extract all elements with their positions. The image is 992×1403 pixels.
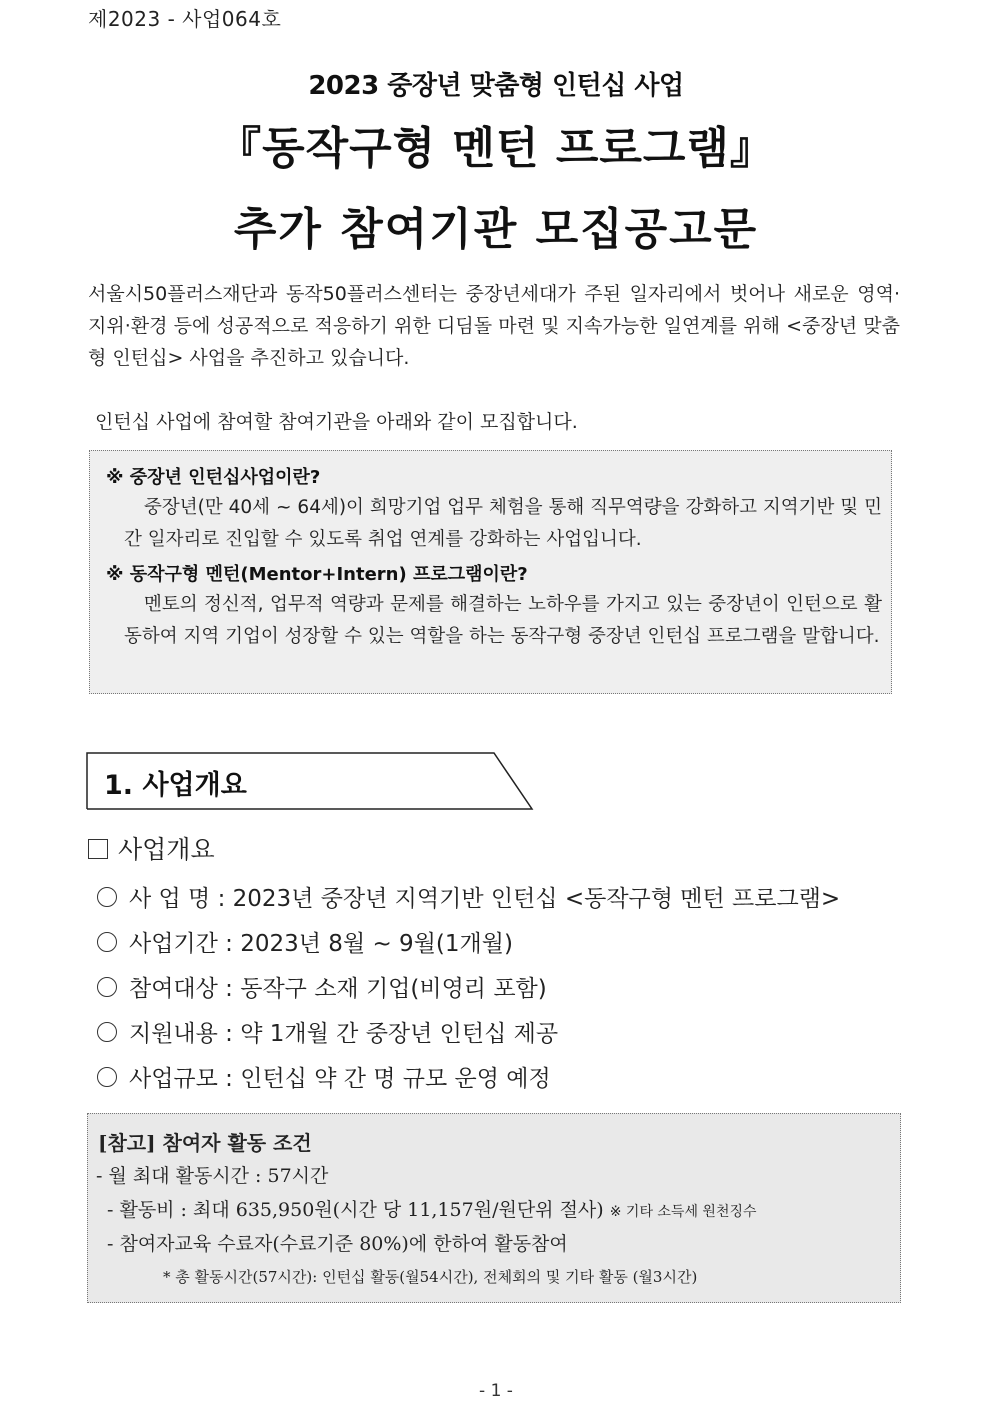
reference-line-hours: - 월 최대 활동시간 : 57시간 — [96, 1165, 329, 1187]
circle-bullet-icon — [97, 932, 117, 952]
info-text-menteon: 멘토의 정신적, 업무적 역량과 문제를 해결하는 노하우를 가지고 있는 중장년이 인턴으로 활동하여 지역 기업이 성장할 수 있는 역할을 하는 동작구형 중장년 인턴십 프로그램을 말합니다. — [124, 594, 882, 647]
recruit-statement: 인턴십 사업에 참여할 참여기관을 아래와 같이 모집합니다. — [95, 411, 578, 433]
document-subtitle: 2023 중장년 맞춤형 인턴십 사업 — [308, 71, 684, 101]
overview-item-name: 사 업 명 : 2023년 중장년 지역기반 인턴십 <동작구형 멘턴 프로그램> — [97, 880, 840, 913]
reference-note: * 총 활동시간(57시간): 인턴십 활동(월54시간), 전체회의 및 기타 활동 (월3시간) — [163, 1268, 698, 1286]
overview-item-target: 참여대상 : 동작구 소재 기업(비영리 포함) — [97, 970, 547, 1003]
item-value: 약 1개월 간 중장년 인턴십 제공 — [240, 1021, 559, 1047]
document-title-line2: 추가 참여기관 모집공고문 — [233, 204, 759, 255]
reference-tax-note: ※ 기타 소득세 원천징수 — [609, 1204, 757, 1220]
circle-bullet-icon — [97, 977, 117, 997]
item-value: 2023년 중장년 지역기반 인턴십 <동작구형 멘턴 프로그램> — [232, 886, 841, 912]
overview-heading-text: 사업개요 — [118, 835, 215, 864]
section-title: 1. 사업개요 — [104, 770, 247, 801]
item-label: 사 업 명 — [129, 886, 211, 912]
overview-heading — [88, 830, 215, 866]
reference-heading: [참고] 참여자 활동 조건 — [98, 1131, 312, 1155]
info-text-internship: 중장년(만 40세 ~ 64세)이 희망기업 업무 체험을 통해 직무역량을 강화하고 지역기반 및 민간 일자리로 진입할 수 있도록 취업 연계를 강화하는 사업입니다. — [124, 497, 882, 550]
document-title-line1: 『동작구형 멘턴 프로그램』 — [217, 123, 775, 174]
reference-line-pay — [107, 1195, 757, 1222]
info-heading-internship: ※ 중장년 인턴십사업이란? — [106, 467, 321, 488]
item-value: 인턴십 약 간 명 규모 운영 예정 — [240, 1066, 551, 1092]
item-value: 동작구 소재 기업(비영리 포함) — [240, 976, 547, 1002]
item-label: 사업규모 — [129, 1066, 218, 1092]
page-number: - 1 - — [479, 1381, 513, 1401]
item-label: 사업기간 — [129, 931, 218, 957]
circle-bullet-icon — [97, 1022, 117, 1042]
document-number: 제2023 - 사업064호 — [88, 7, 282, 31]
overview-item-period: 사업기간 : 2023년 8월 ~ 9월(1개월) — [97, 925, 513, 958]
circle-bullet-icon — [97, 1067, 117, 1087]
item-value: 2023년 8월 ~ 9월(1개월) — [240, 931, 513, 957]
checkbox-icon — [88, 839, 108, 859]
item-label: 참여대상 — [129, 976, 218, 1002]
overview-item-scale: 사업규모 : 인턴십 약 간 명 규모 운영 예정 — [97, 1060, 551, 1093]
reference-line-education: - 참여자교육 수료자(수료기준 80%)에 한하여 활동참여 — [107, 1233, 568, 1255]
overview-item-support: 지원내용 : 약 1개월 간 중장년 인턴십 제공 — [97, 1015, 558, 1048]
circle-bullet-icon — [97, 887, 117, 907]
reference-pay-text: - 활동비 : 최대 635,950원(시간 당 11,157원/원단위 절사) — [107, 1199, 604, 1221]
intro-paragraph: 서울시50플러스재단과 동작50플러스센터는 중장년세대가 주된 일자리에서 벗어나 새로운 영역·지위·환경 등에 성공적으로 적응하기 위한 디딤돌 마련 및 지속가능한 일연계를 위해 <중장년 맞춤형 인턴십> 사업을 추진하고 있습니다. — [88, 283, 900, 369]
info-heading-menteon: ※ 동작구형 멘턴(Mentor+Intern) 프로그램이란? — [106, 564, 528, 585]
item-label: 지원내용 — [129, 1021, 218, 1047]
